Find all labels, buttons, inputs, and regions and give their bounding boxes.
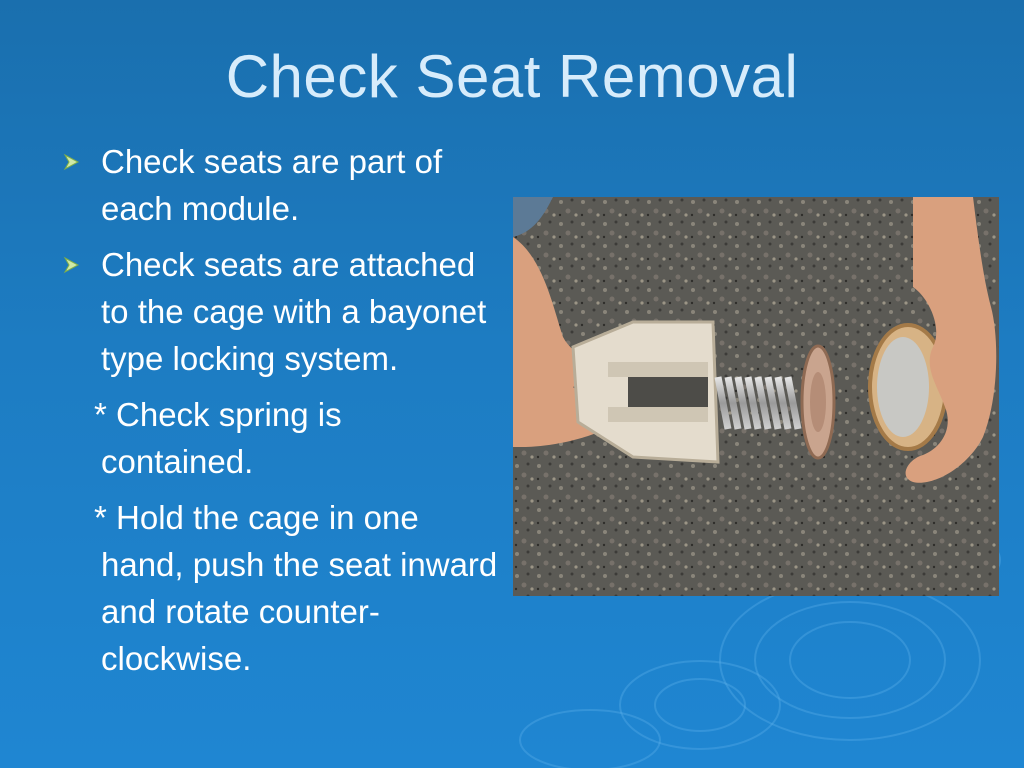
slide-title: Check Seat Removal	[225, 43, 799, 110]
note-item	[62, 494, 502, 682]
note-text: * Check spring is contained.	[94, 396, 342, 480]
note-item	[62, 391, 502, 485]
bullet-item	[62, 241, 502, 382]
check-seat-photo	[513, 197, 999, 596]
arrow-bullet-icon	[62, 138, 90, 185]
bullet-item	[62, 138, 502, 232]
note-text: * Hold the cage in one hand, push the seat inward and rotate counter-clockwise.	[94, 499, 498, 677]
slide-body	[62, 138, 502, 691]
bullet-text: Check seats are part of each module.	[101, 143, 443, 227]
bullet-text: Check seats are attached to the cage with a bayonet type locking system.	[101, 246, 487, 377]
arrow-bullet-icon	[62, 241, 90, 288]
